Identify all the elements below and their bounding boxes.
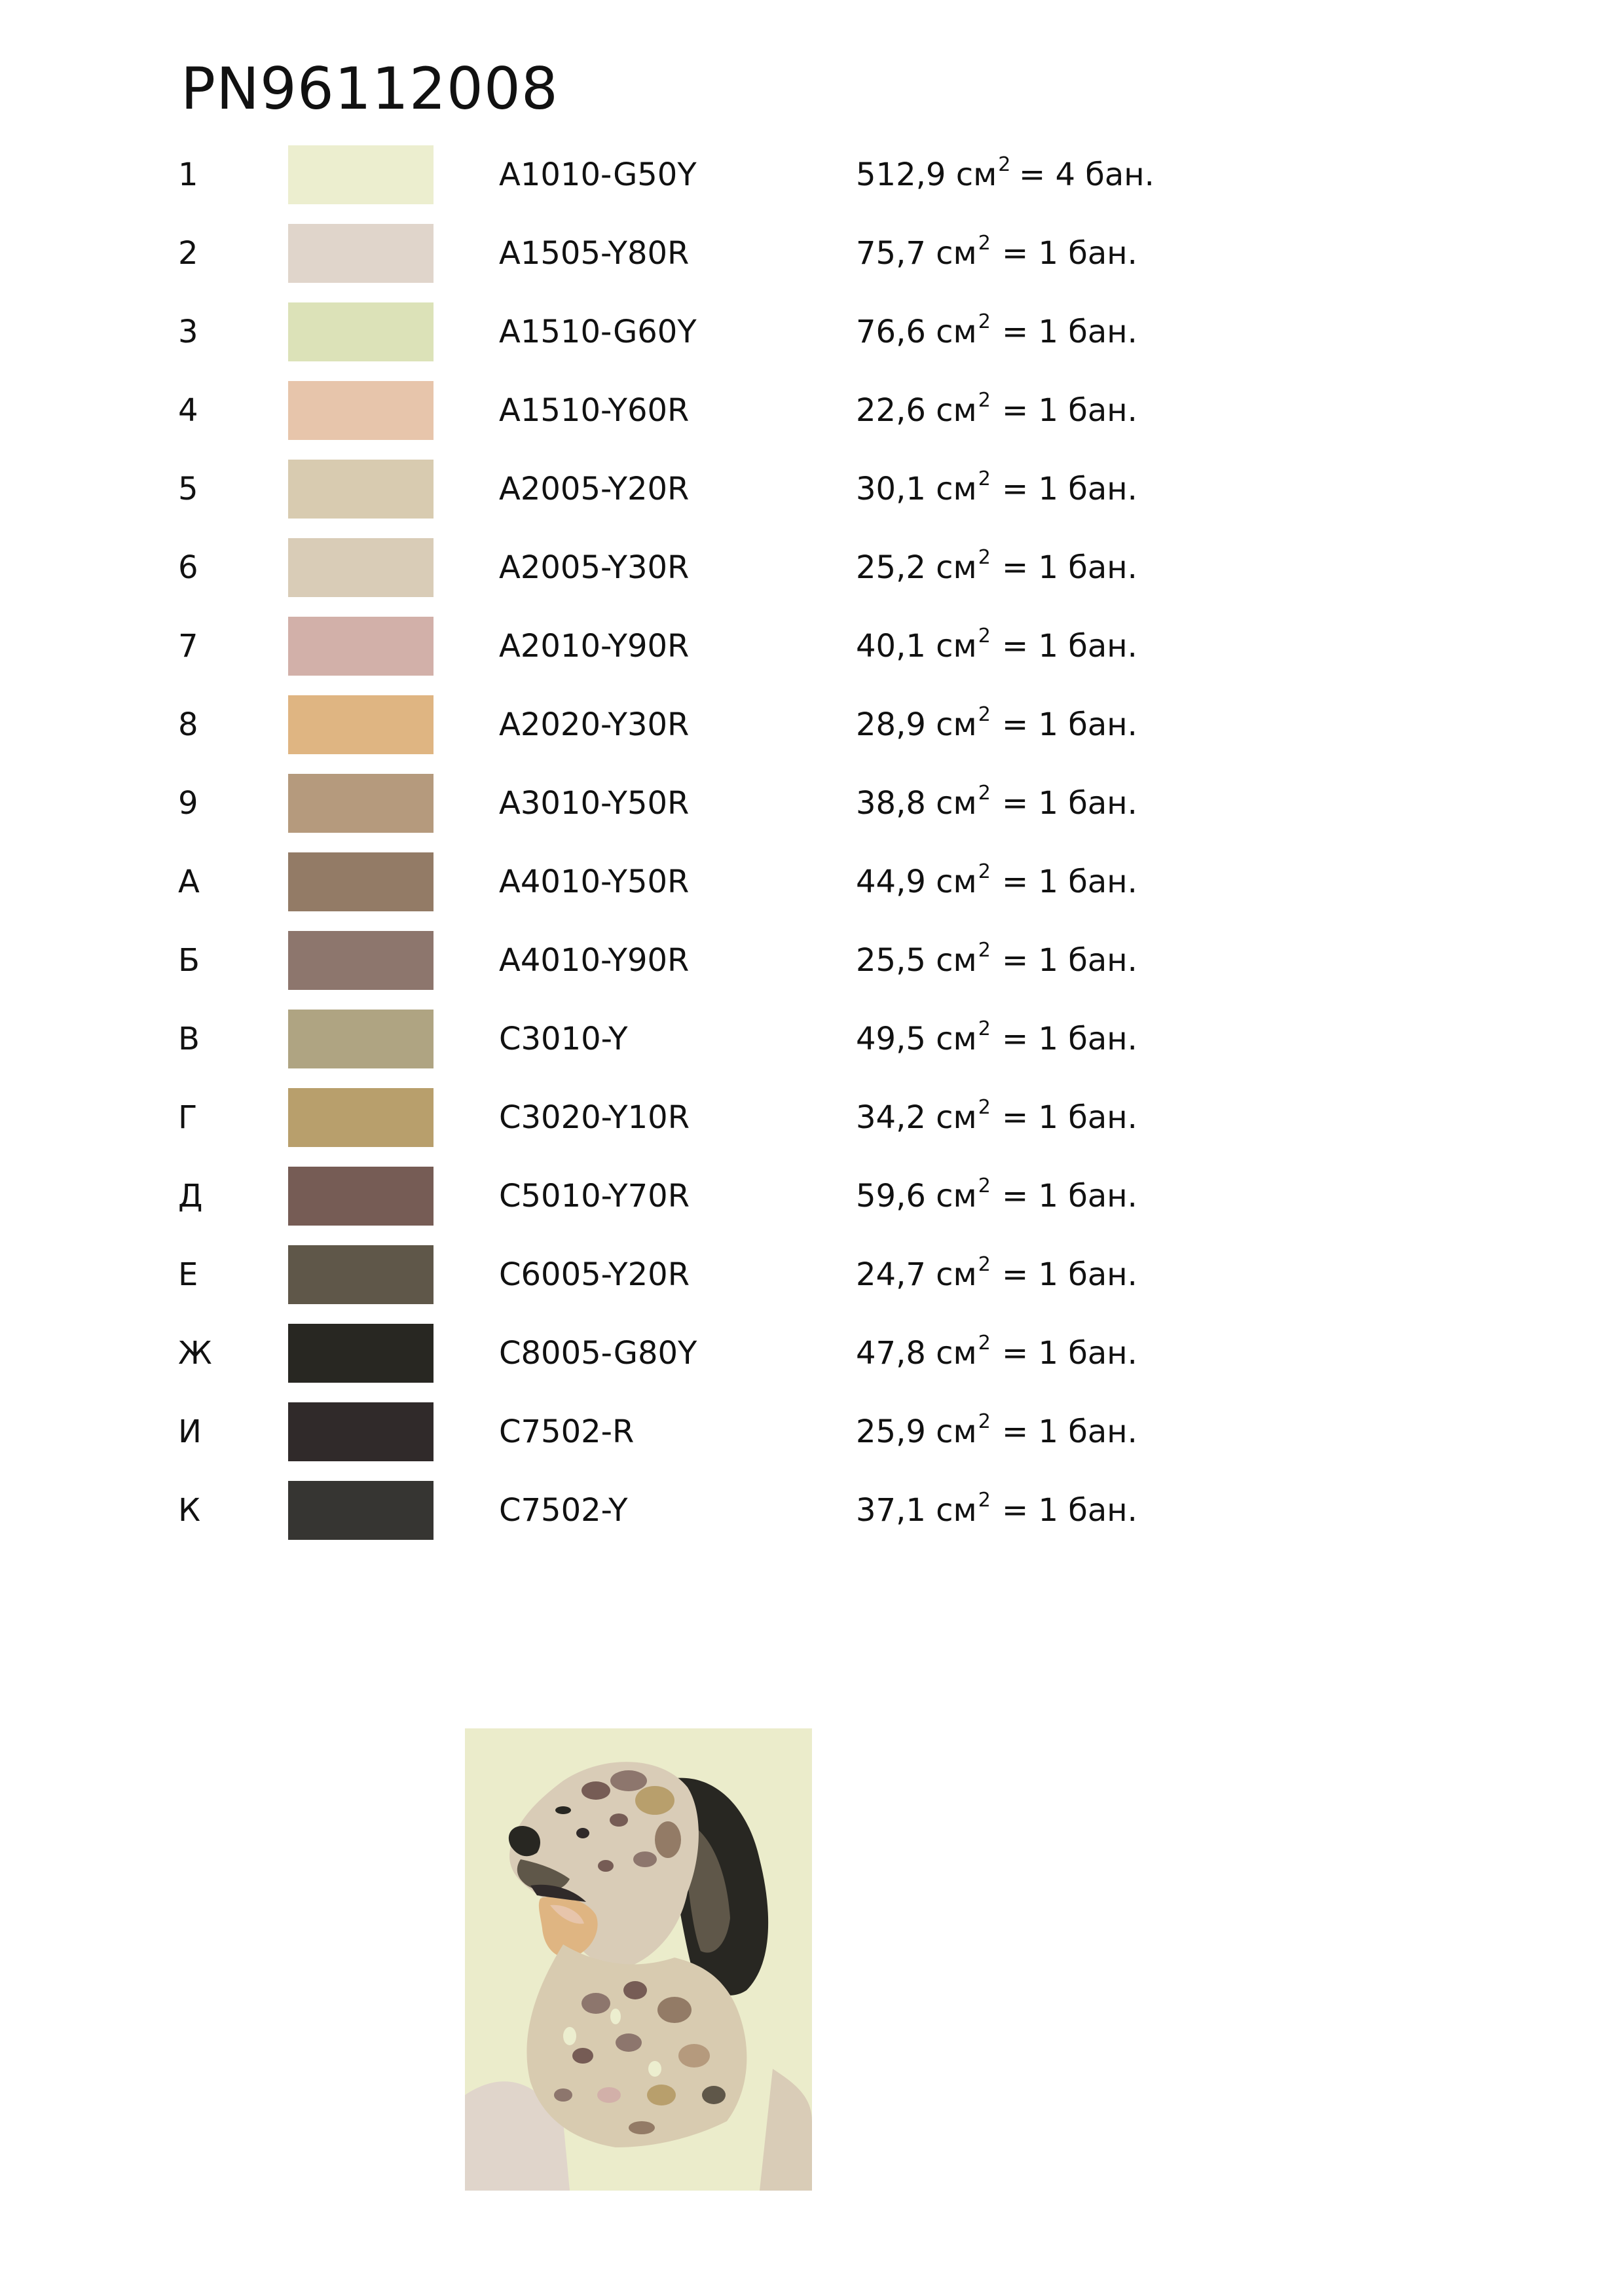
legend-row bbox=[0, 617, 1624, 676]
row-code: А bbox=[178, 864, 200, 900]
area-value bbox=[856, 1489, 991, 1529]
area-number: 25,5 bbox=[856, 942, 926, 979]
color-swatch bbox=[288, 381, 434, 440]
area-value bbox=[856, 1253, 991, 1293]
color-swatch bbox=[288, 1324, 434, 1383]
area-value bbox=[856, 232, 991, 272]
area-exponent: 2 bbox=[978, 1253, 991, 1276]
color-name: A2010-Y90R bbox=[499, 628, 690, 665]
quantity: = 1 бан. bbox=[1002, 1413, 1137, 1450]
quantity: = 1 бан. bbox=[1002, 1335, 1137, 1372]
color-swatch bbox=[288, 931, 434, 990]
area-unit: см bbox=[936, 1335, 977, 1372]
color-swatch bbox=[288, 145, 434, 204]
row-code: 9 bbox=[178, 785, 198, 822]
area-number: 28,9 bbox=[856, 706, 926, 743]
area-exponent: 2 bbox=[978, 860, 991, 883]
color-name: A1010-G50Y bbox=[499, 156, 697, 193]
color-name: A2020-Y30R bbox=[499, 706, 690, 743]
area-number: 512,9 bbox=[856, 156, 946, 193]
legend-row bbox=[0, 302, 1624, 361]
area-unit: см bbox=[936, 706, 977, 743]
color-swatch bbox=[288, 460, 434, 519]
row-code: 7 bbox=[178, 628, 198, 665]
area-number: 30,1 bbox=[856, 471, 926, 507]
legend-row bbox=[0, 1088, 1624, 1147]
color-swatch bbox=[288, 1167, 434, 1226]
document-title: PN96112008 bbox=[181, 55, 559, 122]
row-code: 4 bbox=[178, 392, 198, 429]
area-number: 49,5 bbox=[856, 1021, 926, 1057]
area-exponent: 2 bbox=[978, 310, 991, 333]
quantity: = 1 бан. bbox=[1002, 942, 1137, 979]
area-value bbox=[856, 1332, 991, 1372]
color-swatch bbox=[288, 852, 434, 911]
area-value bbox=[856, 1175, 991, 1214]
legend-row bbox=[0, 1324, 1624, 1383]
color-swatch bbox=[288, 695, 434, 754]
area-unit: см bbox=[936, 942, 977, 979]
quantity: = 1 бан. bbox=[1002, 1099, 1137, 1136]
row-code: К bbox=[178, 1492, 201, 1529]
legend-row bbox=[0, 1402, 1624, 1461]
color-name: A1510-Y60R bbox=[499, 392, 690, 429]
color-swatch bbox=[288, 774, 434, 833]
area-exponent: 2 bbox=[978, 782, 991, 805]
area-value bbox=[856, 389, 991, 429]
dog-portrait-image bbox=[465, 1728, 812, 2191]
area-value bbox=[856, 782, 991, 822]
quantity: = 1 бан. bbox=[1002, 864, 1137, 900]
area-exponent: 2 bbox=[978, 389, 991, 412]
row-code: Е bbox=[178, 1256, 198, 1293]
color-swatch bbox=[288, 302, 434, 361]
area-exponent: 2 bbox=[978, 232, 991, 255]
color-name: C5010-Y70R bbox=[499, 1178, 690, 1214]
quantity: = 1 бан. bbox=[1002, 471, 1137, 507]
color-name: C7502-Y bbox=[499, 1492, 628, 1529]
area-number: 37,1 bbox=[856, 1492, 926, 1529]
legend-row bbox=[0, 145, 1624, 204]
area-unit: см bbox=[936, 628, 977, 665]
area-value bbox=[856, 1410, 991, 1450]
area-exponent: 2 bbox=[978, 1410, 991, 1433]
row-code: В bbox=[178, 1021, 200, 1057]
legend-row bbox=[0, 1481, 1624, 1540]
area-exponent: 2 bbox=[978, 1489, 991, 1512]
area-unit: см bbox=[936, 1413, 977, 1450]
area-value bbox=[856, 310, 991, 350]
quantity: = 1 бан. bbox=[1002, 1178, 1137, 1214]
area-number: 34,2 bbox=[856, 1099, 926, 1136]
area-unit: см bbox=[936, 1099, 977, 1136]
row-code: Г bbox=[178, 1099, 198, 1136]
row-code: 5 bbox=[178, 471, 198, 507]
color-swatch bbox=[288, 1088, 434, 1147]
area-value bbox=[856, 939, 991, 979]
area-number: 75,7 bbox=[856, 235, 926, 272]
area-unit: см bbox=[936, 785, 977, 822]
area-exponent: 2 bbox=[978, 625, 991, 647]
area-number: 25,2 bbox=[856, 549, 926, 586]
color-name: C3020-Y10R bbox=[499, 1099, 690, 1136]
row-code: Б bbox=[178, 942, 200, 979]
quantity: = 1 бан. bbox=[1002, 628, 1137, 665]
row-code: 2 bbox=[178, 235, 198, 272]
area-exponent: 2 bbox=[978, 703, 991, 726]
color-swatch bbox=[288, 1010, 434, 1068]
color-name: A2005-Y20R bbox=[499, 471, 690, 507]
color-name: C3010-Y bbox=[499, 1021, 628, 1057]
color-name: A2005-Y30R bbox=[499, 549, 690, 586]
area-unit: см bbox=[936, 549, 977, 586]
color-name: A4010-Y90R bbox=[499, 942, 690, 979]
row-code: И bbox=[178, 1413, 202, 1450]
row-code: 8 bbox=[178, 706, 198, 743]
area-exponent: 2 bbox=[978, 939, 991, 962]
area-unit: см bbox=[936, 1021, 977, 1057]
row-code: 1 bbox=[178, 156, 198, 193]
legend-row bbox=[0, 931, 1624, 990]
area-unit: см bbox=[936, 1256, 977, 1293]
area-value bbox=[856, 1096, 991, 1136]
quantity: = 1 бан. bbox=[1002, 549, 1137, 586]
quantity: = 1 бан. bbox=[1002, 1492, 1137, 1529]
color-swatch bbox=[288, 617, 434, 676]
area-unit: см bbox=[936, 314, 977, 350]
area-number: 24,7 bbox=[856, 1256, 926, 1293]
color-swatch bbox=[288, 1245, 434, 1304]
area-unit: см bbox=[936, 1178, 977, 1214]
area-value bbox=[856, 546, 991, 586]
area-number: 38,8 bbox=[856, 785, 926, 822]
quantity: = 1 бан. bbox=[1002, 314, 1137, 350]
color-name: A1505-Y80R bbox=[499, 235, 690, 272]
color-name: C7502-R bbox=[499, 1413, 635, 1450]
legend-row bbox=[0, 381, 1624, 440]
quantity: = 1 бан. bbox=[1002, 235, 1137, 272]
quantity: = 1 бан. bbox=[1002, 706, 1137, 743]
quantity: = 1 бан. bbox=[1002, 1256, 1137, 1293]
area-number: 22,6 bbox=[856, 392, 926, 429]
color-swatch bbox=[288, 224, 434, 283]
area-exponent: 2 bbox=[978, 1175, 991, 1197]
legend-row bbox=[0, 774, 1624, 833]
color-name: A4010-Y50R bbox=[499, 864, 690, 900]
color-name: A3010-Y50R bbox=[499, 785, 690, 822]
row-code: Ж bbox=[178, 1335, 212, 1372]
area-number: 76,6 bbox=[856, 314, 926, 350]
area-unit: см bbox=[936, 864, 977, 900]
area-number: 25,9 bbox=[856, 1413, 926, 1450]
color-name: C8005-G80Y bbox=[499, 1335, 697, 1372]
legend-row bbox=[0, 460, 1624, 519]
legend-row bbox=[0, 1010, 1624, 1068]
area-unit: см bbox=[936, 392, 977, 429]
area-number: 59,6 bbox=[856, 1178, 926, 1214]
legend-row bbox=[0, 1245, 1624, 1304]
row-code: 6 bbox=[178, 549, 198, 586]
area-exponent: 2 bbox=[978, 546, 991, 569]
color-swatch bbox=[288, 538, 434, 597]
dog-portrait-preview bbox=[465, 1728, 812, 2191]
legend-row bbox=[0, 224, 1624, 283]
color-swatch bbox=[288, 1481, 434, 1540]
color-name: A1510-G60Y bbox=[499, 314, 697, 350]
color-name: C6005-Y20R bbox=[499, 1256, 690, 1293]
area-exponent: 2 bbox=[978, 467, 991, 490]
color-swatch bbox=[288, 1402, 434, 1461]
area-number: 40,1 bbox=[856, 628, 926, 665]
area-unit: см bbox=[936, 235, 977, 272]
area-value bbox=[856, 703, 991, 743]
legend-row bbox=[0, 852, 1624, 911]
quantity: = 1 бан. bbox=[1002, 392, 1137, 429]
legend-row bbox=[0, 1167, 1624, 1226]
area-unit: см bbox=[955, 156, 997, 193]
area-exponent: 2 bbox=[978, 1332, 991, 1355]
area-value bbox=[856, 153, 1011, 193]
area-number: 44,9 bbox=[856, 864, 926, 900]
quantity: = 4 бан. bbox=[1019, 156, 1154, 193]
quantity: = 1 бан. bbox=[1002, 785, 1137, 822]
area-number: 47,8 bbox=[856, 1335, 926, 1372]
row-code: 3 bbox=[178, 314, 198, 350]
row-code: Д bbox=[178, 1178, 203, 1214]
legend-row bbox=[0, 538, 1624, 597]
area-exponent: 2 bbox=[978, 1096, 991, 1119]
area-exponent: 2 bbox=[998, 153, 1011, 176]
area-value bbox=[856, 860, 991, 900]
area-unit: см bbox=[936, 1492, 977, 1529]
area-value bbox=[856, 1017, 991, 1057]
area-exponent: 2 bbox=[978, 1017, 991, 1040]
area-value bbox=[856, 625, 991, 665]
area-unit: см bbox=[936, 471, 977, 507]
area-value bbox=[856, 467, 991, 507]
legend-row bbox=[0, 695, 1624, 754]
quantity: = 1 бан. bbox=[1002, 1021, 1137, 1057]
